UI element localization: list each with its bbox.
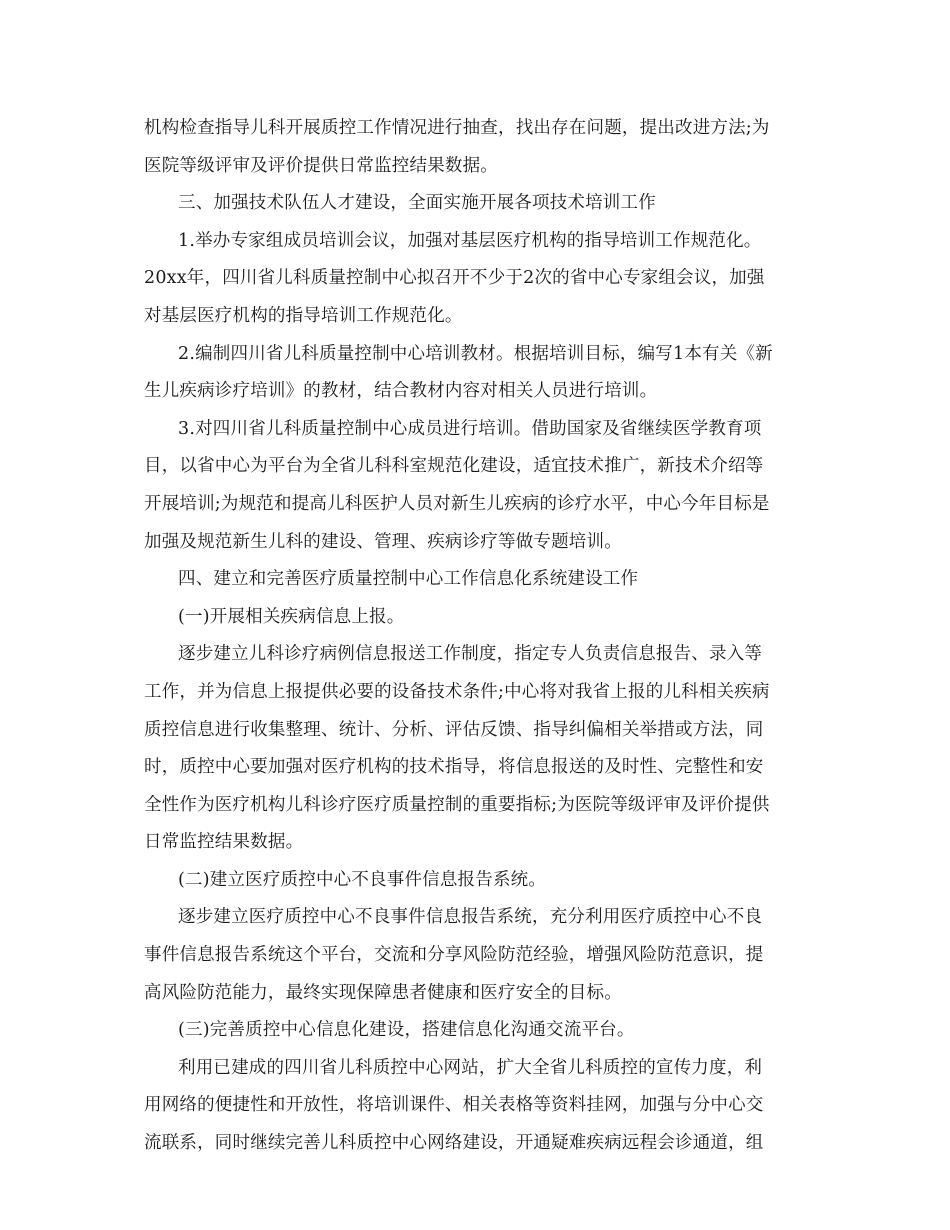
text-line: 机构检查指导儿科开展质控工作情况进行抽查，找出存在问题，提出改进方法;为 [144,118,770,138]
subsection-heading: (二)建立医疗质控中心不良事件信息报告系统。 [178,869,547,890]
subsection-heading: (一)开展相关疾病信息上报。 [178,606,405,627]
text-line: 逐步建立儿科诊疗病例信息报送工作制度，指定专人负责信息报告、录入等 [178,644,763,665]
text-line: 时，质控中心要加强对医疗机构的技术指导，将信息报送的及时性、完整性和安 [144,757,764,778]
text-line: 流联系，同时继续完善儿科质控中心网络建设，开通疑难疾病远程会诊通道，组 [144,1133,764,1154]
text-line: 目，以省中心为平台为全省儿科科室规范化建设，适宜技术推广，新技术介绍等 [144,456,764,477]
document-body [144,110,806,1163]
text-line: 高风险防范能力，最终实现保障患者健康和医疗安全的目标。 [144,982,622,1003]
text-line: 逐步建立医疗质控中心不良事件信息报告系统，充分利用医疗质控中心不良 [178,907,763,928]
text-line: 1.举办专家组成员培训会议，加强对基层医疗机构的指导培训工作规范化。 [178,230,762,251]
text-line: 用网络的便捷性和开放性，将培训课件、相关表格等资料挂网，加强与分中心交 [144,1095,764,1116]
text-line: 质控信息进行收集整理、统计、分析、评估反馈、指导纠偏相关举措或方法，同 [144,719,764,740]
text-line: 工作，并为信息上报提供必要的设备技术条件;中心将对我省上报的儿科相关疾病 [144,681,770,702]
text-line: 3.对四川省儿科质量控制中心成员进行培训。借助国家及省继续医学教育项 [178,418,762,439]
text-line: 事件信息报告系统这个平台，交流和分享风险防范经验，增强风险防范意识，提 [144,945,764,966]
text-line: 加强及规范新生儿科的建设、管理、疾病诊疗等做专题培训。 [144,531,622,552]
section-heading: 四、建立和完善医疗质量控制中心工作信息化系统建设工作 [178,569,639,590]
text-line: 对基层医疗机构的指导培训工作规范化。 [144,305,463,326]
text-line: 开展培训;为规范和提高儿科医护人员对新生儿疾病的诊疗水平，中心今年目标是 [144,493,770,514]
section-heading: 三、加强技术队伍人才建设，全面实施开展各项技术培训工作 [178,193,656,214]
text-line: 生儿疾病诊疗培训》的教材，结合教材内容对相关人员进行培训。 [144,381,658,402]
subsection-heading: (三)完善质控中心信息化建设，搭建信息化沟通交流平台。 [178,1020,635,1041]
text-line: 利用已建成的四川省儿科质控中心网站，扩大全省儿科质控的宣传力度，利 [178,1057,763,1078]
text-line: 日常监控结果数据。 [144,832,304,853]
text-line: 2.编制四川省儿科质量控制中心培训教材。根据培训目标，编写1本有关《新 [178,343,773,364]
text-line: 医院等级评审及评价提供日常监控结果数据。 [144,155,498,176]
text-line: 20xx年，四川省儿科质量控制中心拟召开不少于2次的省中心专家组会议，加强 [144,268,765,289]
text-line: 全性作为医疗机构儿科诊疗医疗质量控制的重要指标;为医院等级评审及评价提供 [144,794,770,815]
